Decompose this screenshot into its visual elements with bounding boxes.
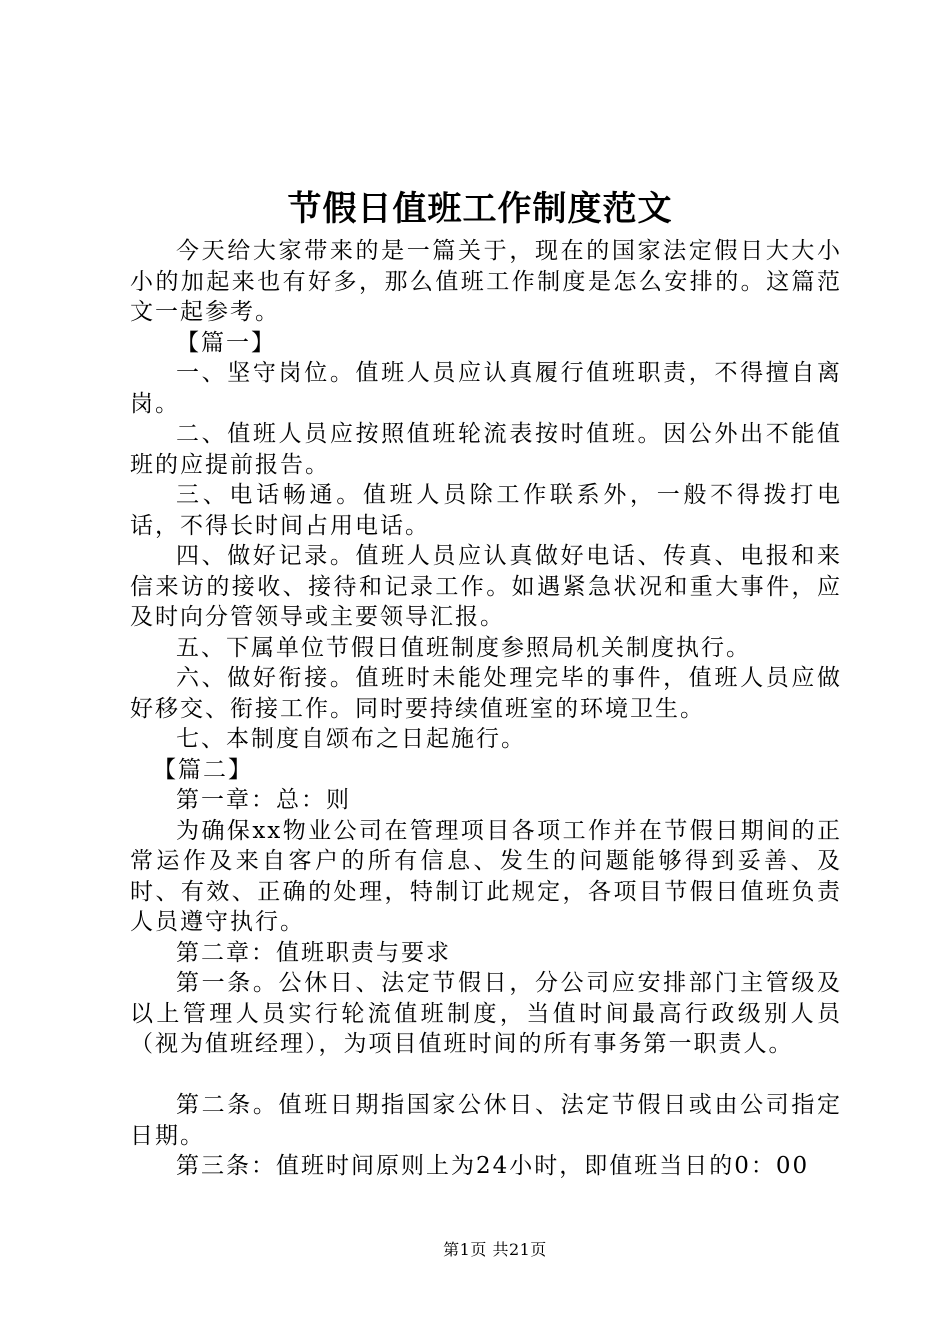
chapter-heading: 第二章：值班职责与要求	[176, 939, 451, 966]
rule-paragraph: 一、坚守岗位。值班人员应认真履行值班职责，不得擅自离岗。	[130, 360, 842, 417]
chapter-paragraph: 为确保xx物业公司在管理项目各项工作并在节假日期间的正常运作及来自客户的所有信息、发生的问题能够得到妥善、及时、有效、正确的处理，特制订此规定，各项目节假日值班负责人员遵守执行。	[130, 817, 842, 935]
intro-paragraph: 今天给大家带来的是一篇关于，现在的国家法定假日大大小小的加起来也有好多，那么值班工作制度是怎么安排的。这篇范文一起参考。	[130, 238, 842, 325]
rule-paragraph: 五、下属单位节假日值班制度参照局机关制度执行。	[176, 634, 751, 661]
section-heading-part-two: 【篇二】	[153, 756, 253, 783]
rule-paragraph: 六、做好衔接。值班时未能处理完毕的事件，值班人员应做好移交、衔接工作。同时要持续值班室的环境卫生。	[130, 665, 842, 722]
chapter-heading: 第一章：总：则	[176, 787, 351, 813]
page-footer: 第1页 共21页	[443, 1240, 547, 1259]
article-paragraph: 第一条。公休日、法定节假日，分公司应安排部门主管级及以上管理人员实行轮流值班制度，当值时间最高行政级别人员（视为值班经理），为项目值班时间的所有事务第一职责人。	[130, 970, 842, 1057]
rule-paragraph: 四、做好记录。值班人员应认真做好电话、传真、电报和来信来访的接收、接待和记录工作。如遇紧急状况和重大事件，应及时向分管领导或主要领导汇报。	[130, 543, 842, 630]
document-title: 节假日值班工作制度范文	[287, 189, 673, 229]
article-paragraph: 第三条：值班时间原则上为24小时，即值班当日的0：00	[176, 1153, 810, 1179]
document-body	[130, 236, 842, 1182]
blank-line	[130, 1060, 842, 1091]
article-paragraph: 第二条。值班日期指国家公休日、法定节假日或由公司指定日期。	[130, 1092, 842, 1149]
section-heading-part-one: 【篇一】	[176, 329, 276, 356]
rule-paragraph: 三、电话畅通。值班人员除工作联系外，一般不得拨打电话，不得长时间占用电话。	[130, 482, 842, 539]
rule-paragraph: 二、值班人员应按照值班轮流表按时值班。因公外出不能值班的应提前报告。	[130, 421, 842, 478]
rule-paragraph: 七、本制度自颂布之日起施行。	[176, 726, 526, 752]
